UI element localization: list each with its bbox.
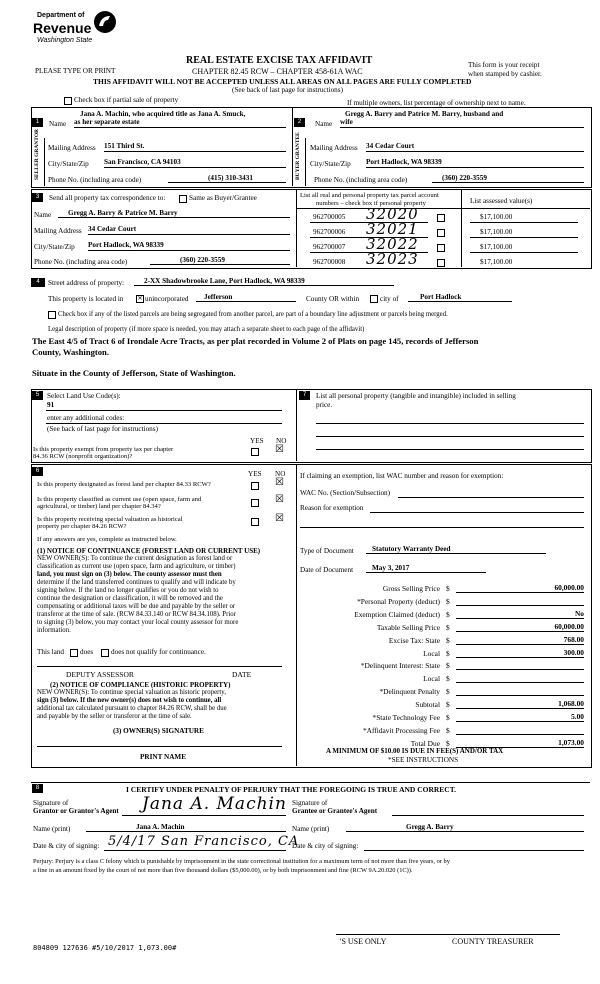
chapter: CHAPTER 82.45 RCW – CHAPTER 458-61A WAC: [192, 67, 363, 76]
fee-value: [456, 596, 584, 606]
doc-type: Statutory Warranty Deed: [366, 545, 546, 554]
doc-date: May 3, 2017: [366, 564, 486, 573]
s6-no-label: NO: [275, 470, 286, 478]
current-use-question-2: agricultural, or timber) land per chapter 84.34?: [37, 503, 161, 510]
section-2-badge: 2: [294, 118, 305, 127]
fee-label: Excise Tax: State: [388, 636, 440, 645]
personal-property-checkbox[interactable]: [437, 214, 445, 222]
fee-currency: $: [446, 649, 450, 658]
section-3-badge: 3: [32, 193, 43, 202]
located-label: This property is located in: [48, 295, 124, 303]
seller-phone: (415) 310-3431: [168, 174, 286, 183]
county-treasurer: COUNTY TREASURER: [452, 937, 534, 946]
buyer-name-line1: Gregg A. Barry and Patrice M. Barry, husband and: [345, 110, 504, 118]
county-or-label: County OR within: [306, 295, 360, 303]
parcel-header-2: numbers – check box if personal property: [316, 200, 426, 207]
historical-yes-checkbox[interactable]: [251, 518, 259, 526]
fee-label: Gross Selling Price: [382, 584, 440, 593]
exempt-no-checkbox[interactable]: ☒: [275, 444, 284, 455]
logo-dept: Department of: [37, 12, 85, 19]
fee-label: *Delinquent Interest: State: [360, 661, 440, 670]
forest-land-question: Is this property designated as forest land per chapter 84.33 RCW?: [37, 481, 211, 488]
notice-line: land, you must sign on (3) below. The county assessor must then: [37, 571, 222, 578]
parcel-number: 962700005: [313, 213, 346, 221]
same-as-buyer-label: Same as Buyer/Grantee: [189, 194, 257, 202]
notice-line: additional tax calculated pursuant to chapter 84.26 RCW, shall be due: [37, 705, 227, 712]
current-use-yes-checkbox[interactable]: [251, 499, 259, 507]
fee-value: [456, 686, 584, 696]
assessed-header: List assessed value(s): [470, 197, 533, 205]
grantee-name-print-label: Name (print): [292, 825, 330, 833]
fee-value: 1,068.00: [456, 699, 584, 709]
treasurer-use-only: 'S USE ONLY: [340, 937, 387, 946]
grantor-name-print: Jana A. Machin: [86, 823, 286, 832]
parcel-handwritten: 32022: [366, 235, 419, 253]
exempt-yes-checkbox[interactable]: [251, 448, 259, 456]
seller-name-label: Name: [49, 120, 67, 128]
multiple-owners-note: If multiple owners, list percentage of ownership next to name.: [347, 99, 526, 107]
please-type: PLEASE TYPE OR PRINT: [35, 67, 116, 75]
notice-line: NEW OWNER(S): To continue special valuation as historic property,: [37, 689, 226, 696]
minimum-note: A MINIMUM OF $10.00 IS DUE IN FEE(S) AND/OR TAX: [326, 747, 504, 755]
legal-description-line1: The East 4/5 of Tract 6 of Irondale Acre Tracts, as per plat recorded in Volume 2 of Plats on page 145, records of Jefferson: [32, 336, 479, 346]
assessed-value: $17,100.00: [480, 243, 513, 251]
notice-line: transferor at the time of sale. (RCW 84.33.140 or RCW 84.34.108). Prior: [37, 611, 236, 618]
personal-property-label-2: price.: [316, 401, 333, 409]
grantor-sig-label-2: Grantor or Grantor's Agent: [33, 807, 119, 815]
notice-line: compensating or additional taxes will be due and payable by the seller or: [37, 603, 236, 610]
parcel-header-1: List all real and personal property tax parcel account: [300, 192, 439, 199]
fee-currency: $: [446, 739, 450, 748]
fee-value: 1,073.00: [456, 738, 584, 748]
corr-phone-label: Phone No. (including area code): [34, 258, 128, 266]
logo-revenue: Revenue: [33, 20, 92, 36]
if-yes-note: If any answers are yes, complete as instructed below.: [37, 536, 177, 543]
fee-value: [456, 660, 584, 670]
fee-currency: $: [446, 610, 450, 619]
doc-type-label: Type of Document: [300, 547, 354, 555]
reason-label: Reason for exemption: [300, 504, 364, 512]
fee-currency: $: [446, 713, 450, 722]
notice-line: signing below. If the land no longer qualifies or you do not wish to: [37, 587, 219, 594]
section-8-badge: 8: [32, 784, 43, 793]
fee-label: *Personal Property (deduct): [357, 597, 440, 606]
buyer-city-label: City/State/Zip: [310, 160, 351, 168]
grantee-sig-label-2: Grantee or Grantee's Agent: [292, 807, 378, 815]
seller-mailing-label: Mailing Address: [48, 144, 96, 152]
grantee-sig-label-1: Signature of: [292, 799, 328, 807]
historical-question-1: Is this property receiving special valuation as historical: [37, 516, 183, 523]
grantor-signature: Jana A. Machin: [142, 794, 287, 814]
deputy-assessor-label: DEPUTY ASSESSOR: [66, 670, 134, 679]
buyer-city: Port Hadlock, WA 98339: [366, 158, 584, 168]
fee-label: *Affidavit Processing Fee: [362, 726, 440, 735]
corr-city: Port Hadlock, WA 98339: [88, 241, 290, 251]
corr-phone: (360) 220-3559: [150, 256, 290, 265]
doc-date-label: Date of Document: [300, 566, 354, 574]
revenue-logo-icon: [93, 10, 117, 34]
fee-currency: $: [446, 636, 450, 645]
parcel-number: 962700008: [313, 258, 346, 266]
county-name: Jefferson: [196, 293, 296, 302]
land-does-checkbox[interactable]: [70, 649, 78, 657]
fee-currency: $: [446, 687, 450, 696]
cashier-stamp: 804809 127636 #5/10/2017 1,073.00#: [33, 944, 177, 952]
forest-yes-checkbox[interactable]: [251, 482, 259, 490]
legal-description-label: Legal description of property (if more space is needed, you may attach a separate sheet to each page of the affidavit): [48, 326, 365, 333]
street-label: Street address of property:: [48, 279, 125, 287]
fee-currency: $: [446, 597, 450, 606]
fee-value: 60,000.00: [456, 583, 584, 593]
s6-yes-label: YES: [248, 470, 262, 478]
corr-mailing-label: Mailing Address: [34, 227, 82, 235]
wac-label: WAC No. (Section/Subsection): [300, 489, 391, 497]
fee-value: No: [456, 609, 584, 619]
unincorporated-checkbox[interactable]: ✕: [137, 296, 143, 302]
parcel-handwritten: 32021: [366, 220, 419, 238]
parcel-handwritten: 32020: [366, 205, 419, 223]
seller-city-label: City/State/Zip: [48, 160, 89, 168]
corr-name-label: Name: [34, 211, 52, 219]
property-city: Port Hadlock: [408, 293, 512, 302]
parcel-handwritten: 32023: [366, 250, 419, 268]
situate-line: Situate in the County of Jefferson, State of Washington.: [32, 368, 236, 378]
fee-currency: $: [446, 623, 450, 632]
does-not-label: does not qualify for continuance.: [111, 648, 206, 656]
same-as-buyer-checkbox[interactable]: [179, 195, 187, 203]
notice-line: sign (3) below. If the new owner(s) does not wish to continue, all: [37, 697, 222, 704]
does-label: does: [80, 648, 94, 656]
fee-label: Total Due: [410, 739, 440, 748]
assessed-value: $17,100.00: [480, 228, 513, 236]
buyer-phone: (360) 220-3559: [432, 174, 584, 183]
grantor-date-city: 5/4/17 San Francisco, CA: [108, 834, 300, 849]
fee-value: 5.00: [456, 712, 584, 722]
parcel-number: 962700007: [313, 243, 346, 251]
partial-sale-checkbox[interactable]: [64, 97, 72, 105]
fee-value: [456, 725, 584, 735]
buyer-name-label: Name: [315, 120, 333, 128]
fee-label: Exemption Claimed (deduct): [354, 610, 440, 619]
seller-mailing: 151 Third St.: [104, 142, 286, 152]
buyer-mailing-label: Mailing Address: [310, 144, 358, 152]
form-title: REAL ESTATE EXCISE TAX AFFIDAVIT: [186, 55, 373, 66]
fee-value: 768.00: [456, 635, 584, 645]
land-use-see-back: (See back of last page for instructions): [47, 425, 158, 433]
land-use-label: Select Land Use Code(s):: [47, 392, 121, 400]
section-7-badge: 7: [299, 391, 310, 400]
corr-city-label: City/State/Zip: [34, 243, 75, 251]
assessed-value: $17,100.00: [480, 213, 513, 221]
owner-signature-label: (3) OWNER(S) SIGNATURE: [113, 727, 204, 735]
fee-value: 300.00: [456, 648, 584, 658]
forest-no-checkbox[interactable]: ☒: [275, 477, 284, 488]
notice-line: classification as current use (open space, farm and agriculture, or timber): [37, 563, 236, 570]
buyer-mailing: 34 Cedar Court: [366, 142, 584, 152]
segregated-checkbox[interactable]: [48, 311, 56, 319]
fee-currency: $: [446, 726, 450, 735]
receipt-note-2: when stamped by cashier.: [468, 70, 542, 78]
assessed-value: $17,100.00: [480, 258, 513, 266]
seller-name-line2: as her separate estate: [74, 118, 286, 128]
notice-line: determine if the land transferred continues to qualify and will indicate by: [37, 579, 236, 586]
fee-currency: $: [446, 661, 450, 670]
perjury-line-2: a fine in an amount fixed by the court of not more than five thousand dollars ($5,000.00), or by both imprisonment and fine (RCW 9A.20.020 (1C)).: [33, 867, 413, 874]
personal-property-checkbox[interactable]: [437, 229, 445, 237]
buyer-name-line2: wife: [340, 118, 584, 128]
street-address: 2-XX Shadowbrooke Lane, Port Hadlock, WA 98339: [134, 277, 394, 286]
notice-line: to signing (3) below, you may contact your local county assessor for more: [37, 619, 239, 626]
notice-line: continue the designation or classification, it will be removed and the: [37, 595, 223, 602]
corr-name: Gregg A. Barry & Patrice M. Barry: [58, 209, 290, 218]
unincorporated-label: unincorporated: [145, 295, 189, 303]
seller-city: San Francisco, CA 94103: [104, 158, 286, 168]
deputy-date-label: DATE: [232, 670, 252, 679]
seller-side-label: SELLER GRANTOR: [34, 128, 40, 180]
fee-currency: $: [446, 584, 450, 593]
section-4-badge: 4: [31, 278, 45, 287]
historical-question-2: property per chapter 84.26 RCW?: [37, 523, 127, 530]
historical-no-checkbox[interactable]: ☒: [275, 513, 284, 524]
seller-name-line1: Jana A. Machin, who acquired title as Jana A. Smuck,: [80, 110, 246, 118]
exemption-label: If claiming an exemption, list WAC number and reason for exemption:: [300, 472, 504, 480]
perjury-line-1: Perjury: Perjury is a class C felony which is punishable by imprisonment in the state correctional institution for a maximum term of not more than five years, or by: [33, 858, 450, 865]
additional-codes-label: enter any additional codes:: [47, 414, 125, 422]
current-use-no-checkbox[interactable]: ☒: [275, 494, 284, 505]
grantor-sig-label-1: Signature of: [33, 799, 69, 807]
fee-label: Local: [423, 674, 440, 683]
personal-property-checkbox[interactable]: [437, 259, 445, 267]
current-use-question-1: Is this property classified as current use (open space, farm and: [37, 496, 202, 503]
fee-label: *State Technology Fee: [372, 713, 440, 722]
fee-label: Taxable Selling Price: [376, 623, 440, 632]
logo-state: Washington State: [37, 37, 93, 44]
notice-line: and payable by the seller or transferor at the time of sale.: [37, 713, 192, 720]
exempt-question-1: Is this property exempt from property tax per chapter: [33, 446, 174, 453]
correspondence-label: Send all property tax correspondence to:: [49, 194, 166, 202]
corr-mailing: 34 Cedar Court: [88, 225, 290, 235]
buyer-side-label: BUYER GRANTEE: [295, 132, 301, 180]
grantee-name-print: Gregg A. Barry: [346, 823, 584, 832]
no-label: NO: [276, 437, 287, 445]
fee-value: [456, 673, 584, 683]
fee-label: *Delinquent Penalty: [379, 687, 440, 696]
personal-property-checkbox[interactable]: [437, 244, 445, 252]
notice-line: NEW OWNER(S): To continue the current designation as forest land or: [37, 555, 233, 562]
section-5-badge: 5: [32, 391, 43, 400]
this-land-label: This land: [37, 648, 64, 656]
section-6-badge: 6: [32, 467, 43, 476]
legal-description-line2: County, Washington.: [32, 347, 109, 357]
exempt-question-2: 84.36 RCW (nonprofit organization)?: [33, 453, 133, 460]
fee-currency: $: [446, 700, 450, 709]
see-back-note: (See back of last page for instructions): [232, 86, 343, 94]
notice-continuance-title: (1) NOTICE OF CONTINUANCE (FOREST LAND OR CURRENT USE): [37, 547, 261, 555]
city-of-label: city of: [380, 295, 399, 303]
fee-currency: $: [446, 674, 450, 683]
receipt-note: This form is your receipt: [468, 61, 540, 69]
land-does-not-checkbox[interactable]: [101, 649, 109, 657]
fee-label: Local: [423, 649, 440, 658]
not-accepted-note: THIS AFFIDAVIT WILL NOT BE ACCEPTED UNLESS ALL AREAS ON ALL PAGES ARE FULLY COMPLETED: [93, 77, 472, 86]
section-1-badge: 1: [32, 118, 43, 127]
seller-phone-label: Phone No. (including area code): [48, 176, 142, 184]
grantor-name-print-label: Name (print): [33, 825, 71, 833]
grantor-date-city-label: Date & city of signing:: [33, 842, 100, 850]
parcel-number: 962700006: [313, 228, 346, 236]
fee-value: 60,000.00: [456, 622, 584, 632]
notice-compliance-title: (2) NOTICE OF COMPLIANCE (HISTORIC PROPERTY): [50, 681, 231, 689]
grantee-date-city-label: Date & city of signing:: [292, 842, 359, 850]
segregated-label: Check box if any of the listed parcels are being segregated from another parcel, are part of a boundary line adjustment or parcels being merged.: [58, 311, 448, 318]
yes-label: YES: [250, 437, 264, 445]
partial-sale-label: Check box if partial sale of property: [74, 96, 179, 104]
city-checkbox[interactable]: [370, 295, 378, 303]
certify-statement: I CERTIFY UNDER PENALTY OF PERJURY THAT THE FOREGOING IS TRUE AND CORRECT.: [126, 785, 457, 794]
print-name-label: PRINT NAME: [140, 753, 186, 761]
personal-property-label-1: List all personal property (tangible and intangible) included in selling: [316, 392, 516, 400]
buyer-phone-label: Phone No. (including area code): [314, 176, 408, 184]
land-use-code: 91: [47, 401, 55, 409]
see-instructions-note: *SEE INSTRUCTIONS: [388, 756, 459, 764]
fee-label: Subtotal: [415, 700, 440, 709]
notice-line: information.: [37, 627, 71, 634]
